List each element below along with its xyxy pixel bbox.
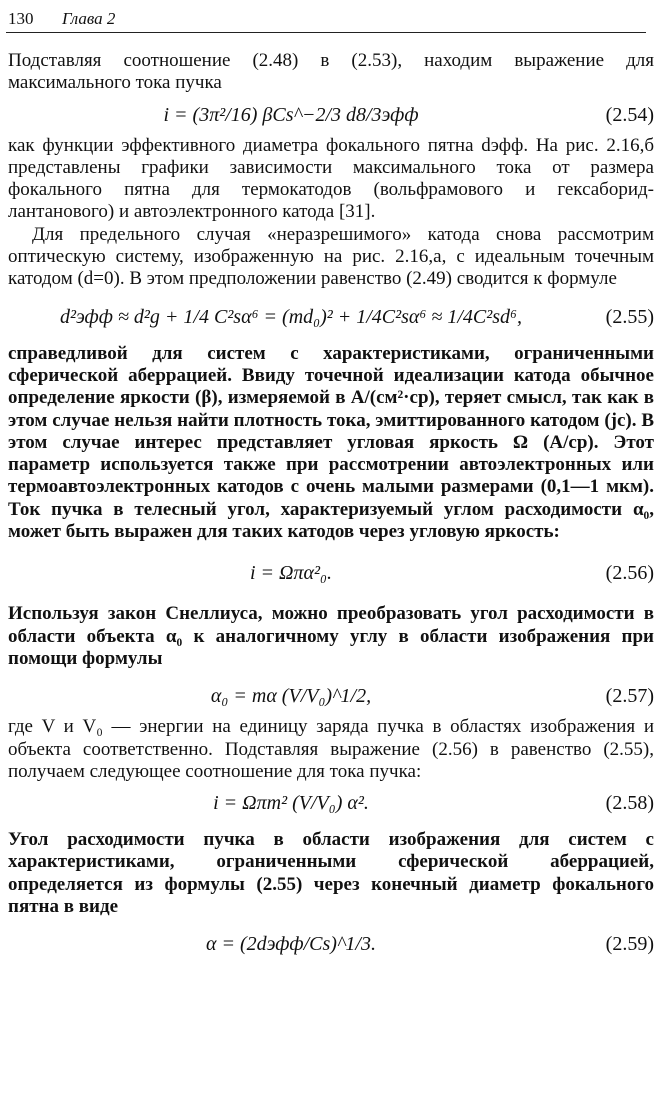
equation-formula: i = Ωπα²₀.: [250, 562, 332, 585]
equation-2-55: [8, 297, 654, 337]
paragraph-3: Для предельного случая «неразрешимого» катода снова рассмотрим оптическую систему, изображенную на рис. 2.16,а, с идеальным точечным катодом (d=0). В этом предположении равенство (2.49) сводится к формуле: [8, 223, 654, 290]
equation-2-56: [8, 553, 654, 593]
equation-formula: i = (3π²/16) βCs^−2/3 d8/3эфф: [163, 103, 419, 126]
equation-2-54: [8, 95, 654, 135]
paragraph-5: Используя закон Снеллиуса, можно преобразовать угол расходимости в области объекта α₀ к аналогичному углу в области изображения при помощи формулы: [8, 603, 654, 669]
equation-label: (2.55): [605, 305, 654, 328]
paragraph-7: Угол расходимости пучка в области изображения для систем с характеристиками, ограниченными сферической аберрацией, определяется из формулы (2.55) через конечный диаметр фокального пятна в виде: [8, 829, 654, 918]
equation-2-57: [8, 676, 654, 716]
equation-label: (2.59): [605, 933, 654, 956]
equation-formula: i = Ωπm² (V/V₀) α².: [213, 792, 369, 815]
paragraph-1: Подставляя соотношение (2.48) в (2.53), находим выражение для максимального тока пучка: [8, 50, 654, 94]
equation-label: (2.57): [605, 685, 654, 708]
equation-2-59: [8, 924, 654, 964]
equation-label: (2.58): [605, 792, 654, 815]
equation-label: (2.56): [605, 562, 654, 585]
paragraph-6: где V и V₀ — энергии на единицу заряда пучка в областях изображения и объекта соответственно. Подставляя выражение (2.56) в равенство (2.55), получаем следующее соотношение для тока пучка:: [8, 716, 654, 782]
page-body: [8, 50, 654, 964]
equation-label: (2.54): [605, 103, 654, 126]
equation-formula: α = (2dэфф/Cs)^1/3.: [206, 933, 376, 956]
paragraph-4: справедливой для систем с характеристиками, ограниченными сферической аберрацией. Ввиду точечной идеализации катода обычное определение яркости (β), измеряемой в А/(см²·ср), теряет смысл, так как в этом случае нельзя найти плотность тока, эмиттированного катодом (jc). В этом случае интерес представляет угловая яркость Ω (А/ср). Этот параметр используется также при рассмотрении автоэлектронных или термоавтоэлектронных катодов с очень малыми размерами (0,1—1 мкм). Ток пучка в телесный угол, характеризуемый углом расходимости α₀, может быть выражен для таких катодов через угловую яркость:: [8, 342, 654, 543]
chapter-title: Глава 2: [62, 9, 116, 28]
equation-formula: α₀ = mα (V/V₀)^1/2,: [210, 685, 372, 708]
equation-formula: d²эфф ≈ d²g + 1/4 C²sα⁶ = (md₀)² + 1/4C²sα⁶ ≈ 1/4C²sd⁶,: [60, 305, 522, 328]
paragraph-2: как функции эффективного диаметра фокального пятна dэфф. На рис. 2.16,б представлены графики зависимости максимального тока от размера фокального пятна для термокатодов (вольфрамового и гексаборид-лантанового) и автоэлектронного катода [31].: [8, 134, 654, 223]
page-number: 130: [8, 9, 34, 28]
page-header: [6, 4, 646, 33]
equation-2-58: [8, 783, 654, 823]
